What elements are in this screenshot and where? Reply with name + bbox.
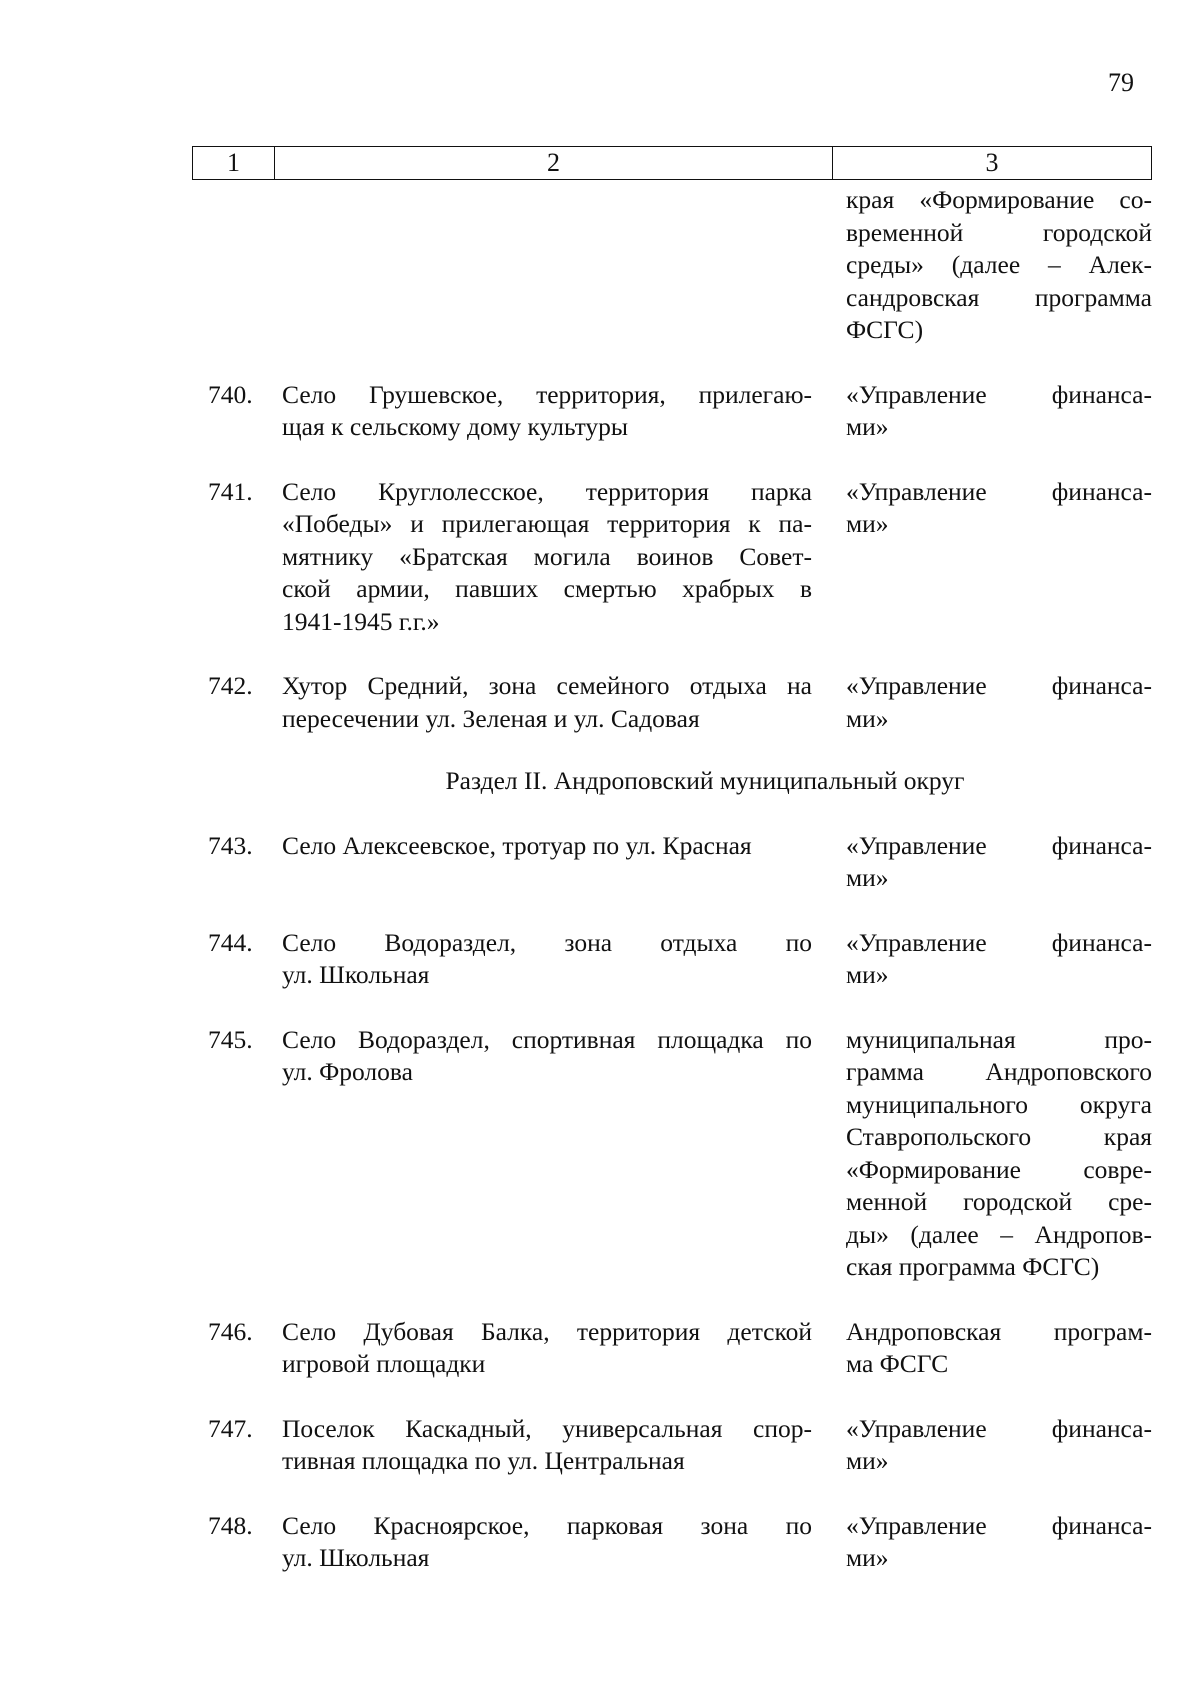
row-number: 740. — [208, 379, 253, 409]
text-line: ма ФСГС — [846, 1349, 949, 1378]
text-line: «Управление финанса- — [846, 476, 1152, 506]
text-line: ми» — [846, 1543, 889, 1572]
text-line: щая к сельскому дому культуры — [282, 412, 629, 441]
row-number: 745. — [208, 1024, 253, 1054]
text-line: «Управление финанса- — [846, 1510, 1152, 1540]
object-name-cell — [282, 927, 818, 992]
text-line: ми» — [846, 1446, 889, 1475]
text-line: «Управление финанса- — [846, 1413, 1152, 1443]
text-line: пересечении ул. Зеленая и ул. Садовая — [282, 703, 700, 733]
table-row-continuation — [208, 184, 1152, 347]
text-line: ми» — [846, 960, 889, 989]
basis-cell — [846, 476, 1152, 639]
row-number: 746. — [208, 1316, 253, 1346]
basis-cell — [846, 670, 1152, 735]
table-row — [208, 927, 1152, 992]
row-number: 742. — [208, 671, 253, 700]
text-line: ул. Школьная — [282, 1543, 430, 1572]
text-line: «Управление финанса- — [846, 379, 1152, 409]
text-line: ул. Фролова — [282, 1057, 413, 1086]
text-line: мятнику «Братская могила воинов Совет- — [282, 541, 812, 571]
text-line: ская программа ФСГС) — [846, 1252, 1100, 1281]
table-header — [192, 146, 1152, 180]
object-name-cell — [282, 670, 818, 735]
row-number: 748. — [208, 1510, 253, 1540]
object-name-cell — [282, 830, 818, 895]
row-number: 741. — [208, 476, 253, 506]
text-line: ми» — [846, 412, 889, 441]
object-name-cell — [282, 1413, 818, 1478]
row-number: 747. — [208, 1413, 253, 1443]
table-header-col-1: 1 — [193, 147, 275, 179]
object-name-cell — [282, 1316, 818, 1381]
text-line: Село Дубовая Балка, территория детской — [282, 1316, 812, 1346]
page-number: 79 — [1108, 68, 1134, 97]
basis-cell — [846, 1316, 1152, 1381]
basis-cell — [846, 927, 1152, 992]
text-line: ми» — [846, 703, 889, 733]
text-line: Село Алексеевское, тротуар по ул. Красная — [282, 830, 752, 860]
object-name-cell — [282, 1510, 818, 1575]
table-row — [208, 1316, 1152, 1381]
table-row — [208, 379, 1152, 444]
table-header-col-3: 3 — [985, 148, 999, 177]
text-line: ул. Школьная — [282, 960, 430, 989]
basis-cell — [846, 830, 1152, 895]
object-name-cell — [282, 1024, 818, 1284]
table-row — [208, 670, 1152, 735]
table-row — [208, 476, 1152, 639]
text-line: Ставропольского края — [846, 1122, 1152, 1151]
text-line: сандровская программа — [846, 282, 1152, 312]
table-row — [208, 1413, 1152, 1478]
row-number: 744. — [208, 927, 253, 957]
text-line: «Управление финанса- — [846, 927, 1152, 957]
text-line: ской армии, павших смертью храбрых в — [282, 574, 812, 603]
text-line: Поселок Каскадный, универсальная спор- — [282, 1413, 812, 1443]
text-line: муниципальная про- — [846, 1024, 1152, 1054]
text-line: ми» — [846, 509, 889, 538]
object-name-cell — [282, 379, 818, 444]
table-body — [208, 184, 1152, 1607]
basis-cell — [846, 1413, 1152, 1478]
text-line: временной городской — [846, 217, 1152, 247]
table-row — [208, 1510, 1152, 1575]
table-header-col-2: 2 — [275, 147, 833, 179]
text-line: игровой площадки — [282, 1349, 486, 1378]
text-line: грамма Андроповского — [846, 1057, 1152, 1086]
section-title: Раздел II. Андроповский муниципальный округ — [445, 766, 965, 795]
text-line: Андроповская програм- — [846, 1316, 1152, 1346]
text-line: Село Водораздел, спортивная площадка по — [282, 1024, 812, 1054]
row-number: 743. — [208, 830, 253, 860]
table-row — [208, 1024, 1152, 1284]
basis-cell — [846, 1024, 1152, 1284]
basis-cell — [846, 379, 1152, 444]
text-line: «Управление финанса- — [846, 671, 1152, 700]
basis-cell — [846, 1510, 1152, 1575]
text-line: тивная площадка по ул. Центральная — [282, 1446, 685, 1475]
text-line: Село Грушевское, территория, прилегаю- — [282, 379, 812, 409]
text-line: муниципального округа — [846, 1089, 1152, 1119]
text-line: Село Красноярское, парковая зона по — [282, 1510, 812, 1540]
text-line: «Формирование совре- — [846, 1154, 1152, 1184]
text-line: Село Круглолесское, территория парка — [282, 476, 812, 506]
text-line: Село Водораздел, зона отдыха по — [282, 927, 812, 957]
text-line: ды» (далее – Андропов- — [846, 1219, 1152, 1249]
text-line: среды» (далее – Алек- — [846, 250, 1152, 279]
text-line: «Управление финанса- — [846, 830, 1152, 860]
text-line: 1941-1945 г.г.» — [282, 606, 440, 636]
text-line: менной городской сре- — [846, 1187, 1152, 1216]
text-line: «Победы» и прилегающая территория к па- — [282, 509, 812, 538]
text-line: ФСГС) — [846, 315, 924, 344]
table-row — [208, 830, 1152, 895]
object-name-cell — [282, 476, 818, 639]
text-line: Хутор Средний, зона семейного отдыха на — [282, 671, 812, 700]
basis-cell — [846, 184, 1152, 347]
text-line: края «Формирование со- — [846, 185, 1152, 214]
text-line: ми» — [846, 863, 889, 892]
